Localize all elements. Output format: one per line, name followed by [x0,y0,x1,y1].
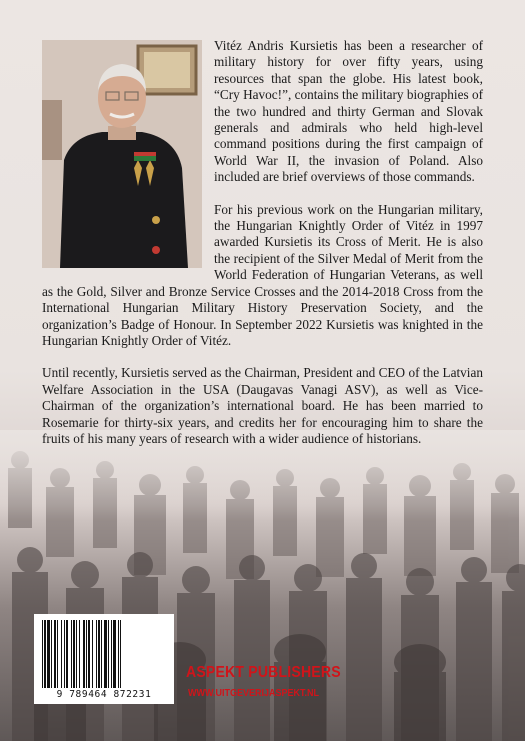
barcode-bar [92,620,93,688]
barcode-bar [73,620,75,688]
barcode-bar [57,620,58,688]
barcode-bar [104,620,107,688]
author-bio [42,38,483,447]
barcode-bar [86,620,87,688]
bio-paragraph-1: Vitéz Andris Kursietis has been a researcher of military history for over fifty years, using resources that span the globe. His latest book, “Cry Havoc!”, contains the military biographies of the two hundred and thirty German and Slovak generals and admirals who held high-level command positions during the first campaign of World War II, the invasion of Poland. Also included are brief overviews of those commands. [214,38,483,185]
barcode-bar [83,620,85,688]
isbn-barcode [34,614,174,704]
barcode-bar [88,620,90,688]
barcode-bar [79,620,80,688]
barcode-bars [42,620,166,688]
barcode-bar [111,620,112,688]
photo-spacer [42,38,214,274]
publisher-name: ASPEKT PUBLISHERS [186,664,341,681]
isbn-number: 9 789464 872231 [56,689,152,700]
publisher-website: WWW.UITGEVERIJASPEKT.NL [188,688,320,699]
barcode-bar [61,620,62,688]
bio-paragraph-2: For his previous work on the Hungarian military, the Hungarian Knightly Order of Vitéz in 1997 awarded Kursietis its Cross of Merit. He is also the recipient of the Silver Medal of Merit from the World Federation of Hungarian Veterans, as well as the Gold, Silver and Bronze Service Crosses and the 2014-2018 Cross from the International Hungarian Military History Preservation Society, and the organization’s Badge of Honour. In September 2022 Kursietis was knighted in the Hungarian Knightly Order of Vitéz. [42,201,483,348]
barcode-bar [47,620,50,688]
barcode-bar [42,620,43,688]
barcode-bar [54,620,56,688]
barcode-bar [71,620,72,688]
barcode-bar [96,620,97,688]
barcode-bar [101,620,102,688]
barcode-bar [120,620,121,688]
barcode-bar [113,620,116,688]
barcode-bar [118,620,119,688]
barcode-bar [64,620,65,688]
barcode-bar [66,620,68,688]
barcode-bar [51,620,52,688]
barcode-bar [44,620,46,688]
barcode-bar [76,620,77,688]
barcode-bar [108,620,109,688]
barcode-bar [98,620,100,688]
bio-paragraph-3: Until recently, Kursietis served as the Chairman, President and CEO of the Latvian Welfare Association in the USA (Daugavas Vanagi ASV), as well as Vice-Chairman of the organization’s international board. He has been married to Rosemarie for thirty-six years, and credits her for encouraging him to share the fruits of his many years of research with a wider audience of historians. [42,365,483,446]
